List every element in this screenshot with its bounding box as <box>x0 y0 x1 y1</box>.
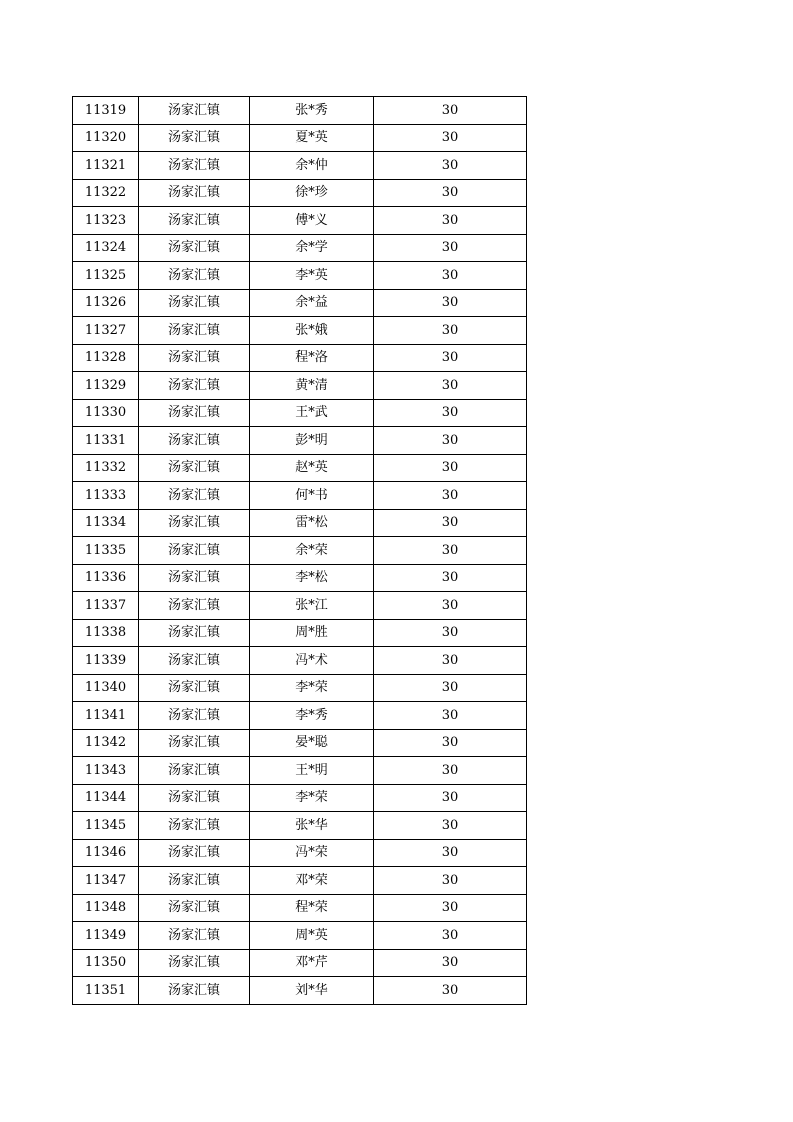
row-id-cell: 11324 <box>73 234 139 262</box>
name-cell: 冯*荣 <box>250 839 374 867</box>
town-cell: 汤家汇镇 <box>139 812 250 840</box>
town-cell: 汤家汇镇 <box>139 372 250 400</box>
table-row <box>73 537 527 565</box>
amount-cell: 30 <box>374 949 527 977</box>
name-cell: 张*娥 <box>250 317 374 345</box>
row-id-cell: 11326 <box>73 289 139 317</box>
row-id-cell: 11349 <box>73 922 139 950</box>
row-id-cell: 11338 <box>73 619 139 647</box>
amount-cell: 30 <box>374 152 527 180</box>
row-id-cell: 11343 <box>73 757 139 785</box>
name-cell: 彭*明 <box>250 427 374 455</box>
row-id-cell: 11328 <box>73 344 139 372</box>
amount-cell: 30 <box>374 674 527 702</box>
table-row <box>73 812 527 840</box>
amount-cell: 30 <box>374 427 527 455</box>
name-cell: 夏*英 <box>250 124 374 152</box>
table-row <box>73 592 527 620</box>
row-id-cell: 11347 <box>73 867 139 895</box>
name-cell: 何*书 <box>250 482 374 510</box>
town-cell: 汤家汇镇 <box>139 289 250 317</box>
row-id-cell: 11346 <box>73 839 139 867</box>
name-cell: 周*英 <box>250 922 374 950</box>
amount-cell: 30 <box>374 179 527 207</box>
row-id-cell: 11335 <box>73 537 139 565</box>
town-cell: 汤家汇镇 <box>139 97 250 125</box>
town-cell: 汤家汇镇 <box>139 317 250 345</box>
table-row <box>73 702 527 730</box>
table-row <box>73 207 527 235</box>
row-id-cell: 11320 <box>73 124 139 152</box>
amount-cell: 30 <box>374 839 527 867</box>
town-cell: 汤家汇镇 <box>139 399 250 427</box>
row-id-cell: 11319 <box>73 97 139 125</box>
table-row <box>73 784 527 812</box>
name-cell: 李*松 <box>250 564 374 592</box>
town-cell: 汤家汇镇 <box>139 537 250 565</box>
table-row <box>73 619 527 647</box>
table-row <box>73 344 527 372</box>
name-cell: 王*明 <box>250 757 374 785</box>
amount-cell: 30 <box>374 317 527 345</box>
row-id-cell: 11332 <box>73 454 139 482</box>
amount-cell: 30 <box>374 124 527 152</box>
table-row <box>73 97 527 125</box>
name-cell: 赵*英 <box>250 454 374 482</box>
amount-cell: 30 <box>374 757 527 785</box>
table-row <box>73 922 527 950</box>
amount-cell: 30 <box>374 97 527 125</box>
row-id-cell: 11331 <box>73 427 139 455</box>
town-cell: 汤家汇镇 <box>139 977 250 1005</box>
amount-cell: 30 <box>374 812 527 840</box>
town-cell: 汤家汇镇 <box>139 647 250 675</box>
amount-cell: 30 <box>374 262 527 290</box>
table-row <box>73 509 527 537</box>
town-cell: 汤家汇镇 <box>139 592 250 620</box>
name-cell: 徐*珍 <box>250 179 374 207</box>
name-cell: 余*益 <box>250 289 374 317</box>
table-row <box>73 757 527 785</box>
amount-cell: 30 <box>374 729 527 757</box>
name-cell: 李*英 <box>250 262 374 290</box>
table-row <box>73 179 527 207</box>
town-cell: 汤家汇镇 <box>139 344 250 372</box>
table-row <box>73 317 527 345</box>
name-cell: 周*胜 <box>250 619 374 647</box>
town-cell: 汤家汇镇 <box>139 482 250 510</box>
name-cell: 李*荣 <box>250 784 374 812</box>
name-cell: 晏*聪 <box>250 729 374 757</box>
name-cell: 李*荣 <box>250 674 374 702</box>
amount-cell: 30 <box>374 647 527 675</box>
amount-cell: 30 <box>374 619 527 647</box>
town-cell: 汤家汇镇 <box>139 207 250 235</box>
row-id-cell: 11333 <box>73 482 139 510</box>
name-cell: 余*学 <box>250 234 374 262</box>
amount-cell: 30 <box>374 207 527 235</box>
name-cell: 张*华 <box>250 812 374 840</box>
name-cell: 程*荣 <box>250 894 374 922</box>
name-cell: 程*洛 <box>250 344 374 372</box>
town-cell: 汤家汇镇 <box>139 509 250 537</box>
amount-cell: 30 <box>374 894 527 922</box>
town-cell: 汤家汇镇 <box>139 152 250 180</box>
town-cell: 汤家汇镇 <box>139 234 250 262</box>
row-id-cell: 11339 <box>73 647 139 675</box>
table-row <box>73 674 527 702</box>
town-cell: 汤家汇镇 <box>139 894 250 922</box>
town-cell: 汤家汇镇 <box>139 179 250 207</box>
table-row <box>73 867 527 895</box>
amount-cell: 30 <box>374 537 527 565</box>
name-cell: 余*荣 <box>250 537 374 565</box>
town-cell: 汤家汇镇 <box>139 427 250 455</box>
town-cell: 汤家汇镇 <box>139 949 250 977</box>
table-row <box>73 894 527 922</box>
town-cell: 汤家汇镇 <box>139 124 250 152</box>
row-id-cell: 11323 <box>73 207 139 235</box>
table-row <box>73 152 527 180</box>
amount-cell: 30 <box>374 867 527 895</box>
row-id-cell: 11322 <box>73 179 139 207</box>
table-row <box>73 729 527 757</box>
town-cell: 汤家汇镇 <box>139 729 250 757</box>
name-cell: 李*秀 <box>250 702 374 730</box>
table-row <box>73 839 527 867</box>
town-cell: 汤家汇镇 <box>139 619 250 647</box>
amount-cell: 30 <box>374 454 527 482</box>
name-cell: 雷*松 <box>250 509 374 537</box>
table-row <box>73 372 527 400</box>
amount-cell: 30 <box>374 234 527 262</box>
table-row <box>73 454 527 482</box>
table-row <box>73 262 527 290</box>
amount-cell: 30 <box>374 289 527 317</box>
amount-cell: 30 <box>374 784 527 812</box>
amount-cell: 30 <box>374 372 527 400</box>
table-row <box>73 647 527 675</box>
row-id-cell: 11325 <box>73 262 139 290</box>
name-cell: 邓*芹 <box>250 949 374 977</box>
amount-cell: 30 <box>374 482 527 510</box>
row-id-cell: 11327 <box>73 317 139 345</box>
row-id-cell: 11345 <box>73 812 139 840</box>
row-id-cell: 11334 <box>73 509 139 537</box>
name-cell: 刘*华 <box>250 977 374 1005</box>
table-row <box>73 234 527 262</box>
town-cell: 汤家汇镇 <box>139 784 250 812</box>
amount-cell: 30 <box>374 344 527 372</box>
name-cell: 张*江 <box>250 592 374 620</box>
amount-cell: 30 <box>374 922 527 950</box>
row-id-cell: 11337 <box>73 592 139 620</box>
amount-cell: 30 <box>374 702 527 730</box>
row-id-cell: 11329 <box>73 372 139 400</box>
name-cell: 冯*术 <box>250 647 374 675</box>
table-row <box>73 289 527 317</box>
town-cell: 汤家汇镇 <box>139 674 250 702</box>
amount-cell: 30 <box>374 564 527 592</box>
table-row <box>73 949 527 977</box>
row-id-cell: 11340 <box>73 674 139 702</box>
subsidy-list-table <box>72 96 527 1005</box>
row-id-cell: 11350 <box>73 949 139 977</box>
table-row <box>73 399 527 427</box>
name-cell: 王*武 <box>250 399 374 427</box>
amount-cell: 30 <box>374 399 527 427</box>
amount-cell: 30 <box>374 977 527 1005</box>
town-cell: 汤家汇镇 <box>139 262 250 290</box>
table-row <box>73 482 527 510</box>
row-id-cell: 11351 <box>73 977 139 1005</box>
row-id-cell: 11341 <box>73 702 139 730</box>
town-cell: 汤家汇镇 <box>139 922 250 950</box>
row-id-cell: 11330 <box>73 399 139 427</box>
amount-cell: 30 <box>374 509 527 537</box>
row-id-cell: 11336 <box>73 564 139 592</box>
name-cell: 傅*义 <box>250 207 374 235</box>
table-row <box>73 977 527 1005</box>
town-cell: 汤家汇镇 <box>139 867 250 895</box>
row-id-cell: 11321 <box>73 152 139 180</box>
table-row <box>73 124 527 152</box>
town-cell: 汤家汇镇 <box>139 702 250 730</box>
row-id-cell: 11342 <box>73 729 139 757</box>
town-cell: 汤家汇镇 <box>139 564 250 592</box>
town-cell: 汤家汇镇 <box>139 839 250 867</box>
table-body <box>73 97 527 1005</box>
row-id-cell: 11348 <box>73 894 139 922</box>
name-cell: 黄*清 <box>250 372 374 400</box>
name-cell: 邓*荣 <box>250 867 374 895</box>
amount-cell: 30 <box>374 592 527 620</box>
table-row <box>73 564 527 592</box>
town-cell: 汤家汇镇 <box>139 757 250 785</box>
name-cell: 张*秀 <box>250 97 374 125</box>
table-row <box>73 427 527 455</box>
town-cell: 汤家汇镇 <box>139 454 250 482</box>
name-cell: 余*仲 <box>250 152 374 180</box>
row-id-cell: 11344 <box>73 784 139 812</box>
